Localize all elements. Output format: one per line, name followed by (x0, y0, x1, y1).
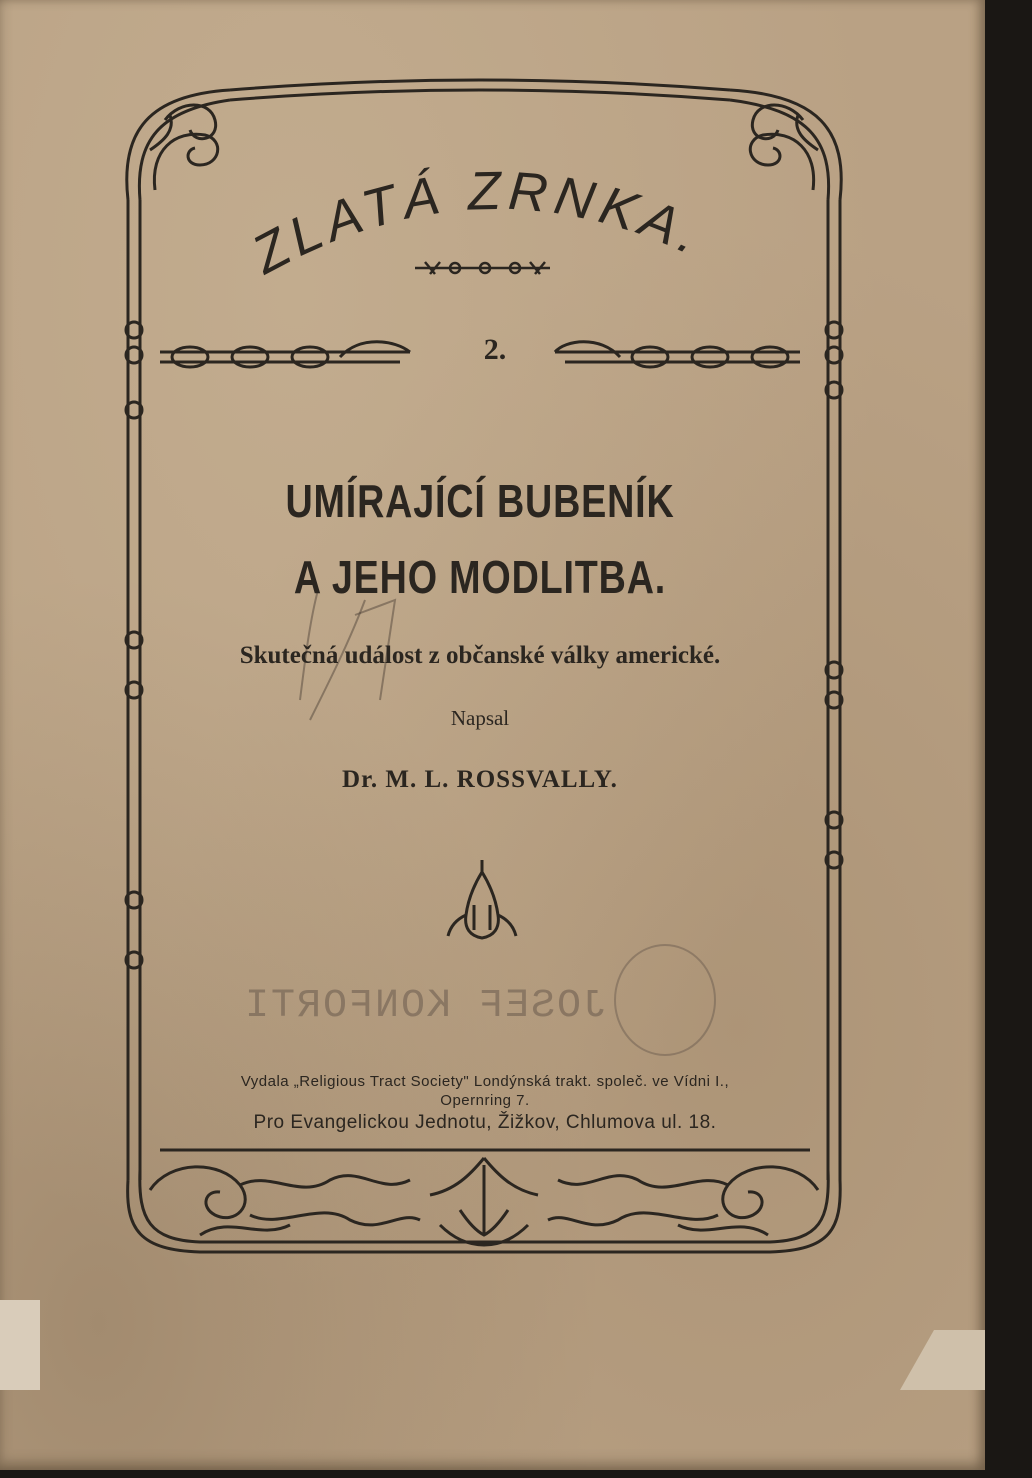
series-title (240, 160, 720, 280)
publisher-line-2: Opernring 7. (440, 1092, 530, 1109)
publisher-line-3: Pro Evangelickou Jednotu, Žižkov, Chlumova ul. 18. (253, 1112, 717, 1133)
title-line-2: A JEHO MODLITBA. (293, 551, 667, 603)
series-title-arc-text: ZLATÁ ZRNKA. (242, 160, 715, 280)
series-number: 2. (483, 333, 507, 366)
byline: Napsal (450, 706, 510, 730)
series-title-arc (240, 160, 720, 280)
publisher-line-1: Vydala „Religious Tract Society" Londýnská trakt. společ. ve Vídni I., (240, 1073, 730, 1090)
subtitle: Skutečná událost z občanské války americké. (239, 642, 721, 669)
owner-stamp: JOSEF KONFORTI (242, 984, 608, 1029)
title-line-1: UMÍRAJÍCÍ BUBENÍK (285, 475, 675, 527)
author-name: Dr. M. L. ROSSVALLY. (342, 766, 618, 793)
bellflower-ornament-icon (448, 860, 516, 938)
svg-text:ZLATÁ ZRNKA. (241, 161, 715, 280)
